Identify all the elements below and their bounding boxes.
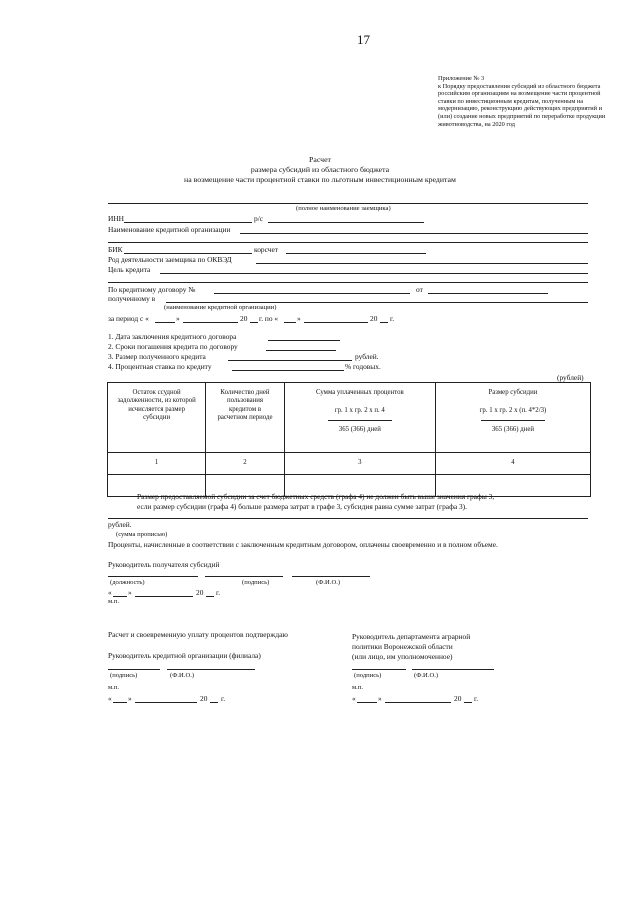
recipient-fio-caption: (Ф.И.О.) bbox=[316, 579, 341, 586]
credit-amount-field[interactable] bbox=[228, 360, 352, 361]
page-number: 17 bbox=[357, 32, 370, 47]
bank-date-day-field[interactable] bbox=[113, 702, 127, 703]
item-repayment-terms: 2. Сроки погашения кредита по договору bbox=[108, 342, 238, 351]
credit-purpose-label: Цель кредита bbox=[108, 265, 151, 274]
dept-head-line-1: Руководитель департамента аграрной bbox=[352, 632, 471, 641]
dept-date-month-field[interactable] bbox=[385, 702, 451, 703]
col-3-formula-top: гр. 1 х гр. 2 х п. 4 bbox=[334, 407, 385, 415]
dept-year-suffix: г. bbox=[474, 694, 479, 703]
bik-field[interactable] bbox=[124, 253, 252, 254]
table-header-row bbox=[108, 383, 591, 453]
borrower-name-line[interactable] bbox=[108, 203, 588, 204]
bank-date-open: « bbox=[108, 694, 112, 703]
period-to-year-field[interactable] bbox=[380, 322, 388, 323]
recipient-position-field[interactable] bbox=[108, 576, 198, 577]
dept-fio-caption: (Ф.И.О.) bbox=[414, 672, 439, 679]
col-4-formula-top: гр. 1 х гр. 2 х (п. 4*2/3) bbox=[479, 407, 547, 415]
bank-fio-field[interactable] bbox=[167, 669, 255, 670]
period-to-month-field[interactable] bbox=[304, 322, 368, 323]
recipient-position-caption: (должность) bbox=[110, 579, 145, 586]
item-contract-date: 1. Дата заключения кредитного договора bbox=[108, 332, 237, 341]
dept-head-line-2: политики Воронежской области bbox=[352, 642, 453, 651]
currency-note: (рублей) bbox=[557, 373, 584, 382]
bank-fio-caption: (Ф.И.О.) bbox=[170, 672, 195, 679]
borrower-name-caption: (полное наименование заемщика) bbox=[296, 205, 391, 212]
recipient-signature-field[interactable] bbox=[205, 576, 283, 577]
bank-date-year-field[interactable] bbox=[210, 702, 218, 703]
col-3-formula-bottom: 365 (366) дней bbox=[338, 426, 381, 434]
agreement-label: По кредитному договору № bbox=[108, 285, 196, 294]
header-col-1 bbox=[108, 383, 206, 453]
recipient-date-month-field[interactable] bbox=[135, 596, 193, 597]
item-credit-amount: 3. Размер полученного кредита bbox=[108, 352, 206, 361]
credit-purpose-field-2[interactable] bbox=[108, 282, 588, 283]
amount-words-caption: (сумма прописью) bbox=[116, 531, 168, 538]
recipient-date-open: « bbox=[108, 588, 112, 597]
corr-account-field[interactable] bbox=[286, 253, 426, 254]
bank-year-prefix: 20 bbox=[200, 694, 208, 703]
appendix-title: Приложение № 3 bbox=[438, 75, 485, 82]
interest-rate-unit: % годовых. bbox=[345, 362, 381, 371]
bank-name-field[interactable] bbox=[240, 233, 588, 234]
inn-label: ИНН bbox=[108, 214, 125, 223]
bank-date-month-field[interactable] bbox=[135, 702, 197, 703]
period-from-quote: » bbox=[176, 314, 180, 323]
period-from-month-field[interactable] bbox=[183, 322, 238, 323]
interest-paid-statement: Проценты, начисленные в соответствии с заключенным кредитным договором, оплачены своевременно и в полном объеме. bbox=[108, 540, 498, 549]
bank-name-caption: (наименование кредитной организации) bbox=[164, 304, 277, 311]
received-in-field[interactable] bbox=[166, 302, 588, 303]
period-from-day-field[interactable] bbox=[155, 322, 175, 323]
dept-signature-field[interactable] bbox=[352, 669, 406, 670]
inn-field[interactable] bbox=[124, 222, 252, 223]
note-line-2: если размер субсидии (графа 4) больше размера затрат в графе 3, субсидия равна сумме затрат (графа 3). bbox=[137, 502, 467, 511]
dept-signature-caption: (подпись) bbox=[354, 672, 382, 679]
account-label: р/с bbox=[254, 214, 264, 223]
header-col-3 bbox=[284, 383, 435, 453]
period-from-year-field[interactable] bbox=[250, 322, 258, 323]
header-col-2-text: Количество дней пользования кредитом в расчетном периоде bbox=[217, 389, 273, 422]
dept-date-year-field[interactable] bbox=[464, 702, 472, 703]
received-in-label: полученному в bbox=[108, 294, 156, 303]
bank-stamp: м.п. bbox=[108, 684, 119, 691]
col-4-fraction-line bbox=[481, 420, 545, 421]
bank-name-field-2[interactable] bbox=[108, 242, 588, 243]
account-field[interactable] bbox=[268, 222, 424, 223]
bank-year-suffix: г. bbox=[221, 694, 226, 703]
period-from-year-prefix: 20 bbox=[240, 314, 248, 323]
heading-line-3: на возмещение части процентной ставки по льготным инвестиционным кредитам bbox=[184, 175, 456, 184]
amount-words-line[interactable] bbox=[108, 518, 588, 519]
bank-date-close: » bbox=[128, 694, 132, 703]
period-from-label: за период с « bbox=[108, 314, 149, 323]
okved-field[interactable] bbox=[256, 263, 588, 264]
dept-date-close: » bbox=[378, 694, 382, 703]
amount-rubles: рублей. bbox=[108, 520, 132, 529]
credit-amount-unit: рублей. bbox=[355, 352, 379, 361]
period-to-day-field[interactable] bbox=[284, 322, 296, 323]
dept-year-prefix: 20 bbox=[454, 694, 462, 703]
col-number-2: 2 bbox=[206, 453, 285, 475]
recipient-fio-field[interactable] bbox=[292, 576, 370, 577]
recipient-date-year-field[interactable] bbox=[206, 596, 214, 597]
agreement-number-field[interactable] bbox=[214, 293, 410, 294]
agreement-date-field[interactable] bbox=[428, 293, 548, 294]
table-number-row bbox=[108, 453, 591, 475]
subsidy-table bbox=[107, 382, 591, 497]
bank-head-label: Руководитель кредитной организации (филиала) bbox=[108, 651, 261, 660]
period-to-quote: » bbox=[297, 314, 301, 323]
item-interest-rate: 4. Процентная ставка по кредиту bbox=[108, 362, 212, 371]
col-3-fraction-line bbox=[328, 420, 392, 421]
header-col-2 bbox=[206, 383, 285, 453]
header-col-1-text: Остаток ссудной задолженности, из которой исчисляется размер субсидии bbox=[117, 389, 196, 422]
recipient-date-close: » bbox=[128, 588, 132, 597]
bank-confirm-text: Расчет и своевременную уплату процентов подтверждаю bbox=[108, 630, 288, 639]
bank-signature-field[interactable] bbox=[108, 669, 160, 670]
bank-name-label: Наименование кредитной организации bbox=[108, 225, 231, 234]
col-4-formula-bottom: 365 (366) дней bbox=[491, 426, 534, 434]
col-number-1: 1 bbox=[108, 453, 206, 475]
recipient-year-suffix: г. bbox=[216, 588, 221, 597]
dept-head-line-3: (или лицо, им уполномоченное) bbox=[352, 652, 453, 661]
dept-date-day-field[interactable] bbox=[357, 702, 377, 703]
contract-date-field[interactable] bbox=[268, 340, 340, 341]
header-col-4 bbox=[435, 383, 590, 453]
dept-date-open: « bbox=[352, 694, 356, 703]
dept-fio-field[interactable] bbox=[412, 669, 494, 670]
dept-stamp: м.п. bbox=[352, 684, 363, 691]
col-number-3: 3 bbox=[284, 453, 435, 475]
header-col-4-text: Размер субсидии bbox=[488, 389, 538, 396]
recipient-signature-caption: (подпись) bbox=[242, 579, 270, 586]
note-line-1: Размер предоставляемой субсидии за счет бюджетных средств (графа 4) не должен быть выше значения графы 3, bbox=[137, 492, 495, 501]
period-to-label: г. по « bbox=[259, 314, 279, 323]
agreement-from-label: от bbox=[416, 285, 423, 294]
period-to-year-suffix: г. bbox=[390, 314, 395, 323]
recipient-year-prefix: 20 bbox=[196, 588, 204, 597]
recipient-head-label: Руководитель получателя субсидий bbox=[108, 560, 220, 569]
credit-purpose-field[interactable] bbox=[160, 273, 588, 274]
period-to-year-prefix: 20 bbox=[370, 314, 378, 323]
corr-account-label: корсчет bbox=[254, 245, 278, 254]
appendix-text: к Порядку предоставления субсидий из областного бюджета российским организациям на возмещение части процентной ставки по инвестиционным кредитам, полученным на модернизацию, реконструкцию действующих предприятий и (или) создание новых предприятий по переработке продукции животноводства, на 2020 год bbox=[438, 82, 606, 128]
header-col-3-text: Сумма уплаченных процентов bbox=[315, 389, 404, 396]
appendix-block bbox=[438, 75, 608, 128]
repayment-terms-field[interactable] bbox=[266, 350, 336, 351]
recipient-date-day-field[interactable] bbox=[113, 596, 127, 597]
bank-signature-caption: (подпись) bbox=[110, 672, 138, 679]
recipient-stamp: м.п. bbox=[108, 598, 119, 605]
okved-label: Род деятельности заемщика по ОКВЭД bbox=[108, 255, 232, 264]
col-number-4: 4 bbox=[435, 453, 590, 475]
heading-line-1: Расчет bbox=[309, 155, 331, 164]
interest-rate-field[interactable] bbox=[232, 370, 344, 371]
bik-label: БИК bbox=[108, 245, 123, 254]
heading-line-2: размера субсидий из областного бюджета bbox=[250, 165, 390, 174]
